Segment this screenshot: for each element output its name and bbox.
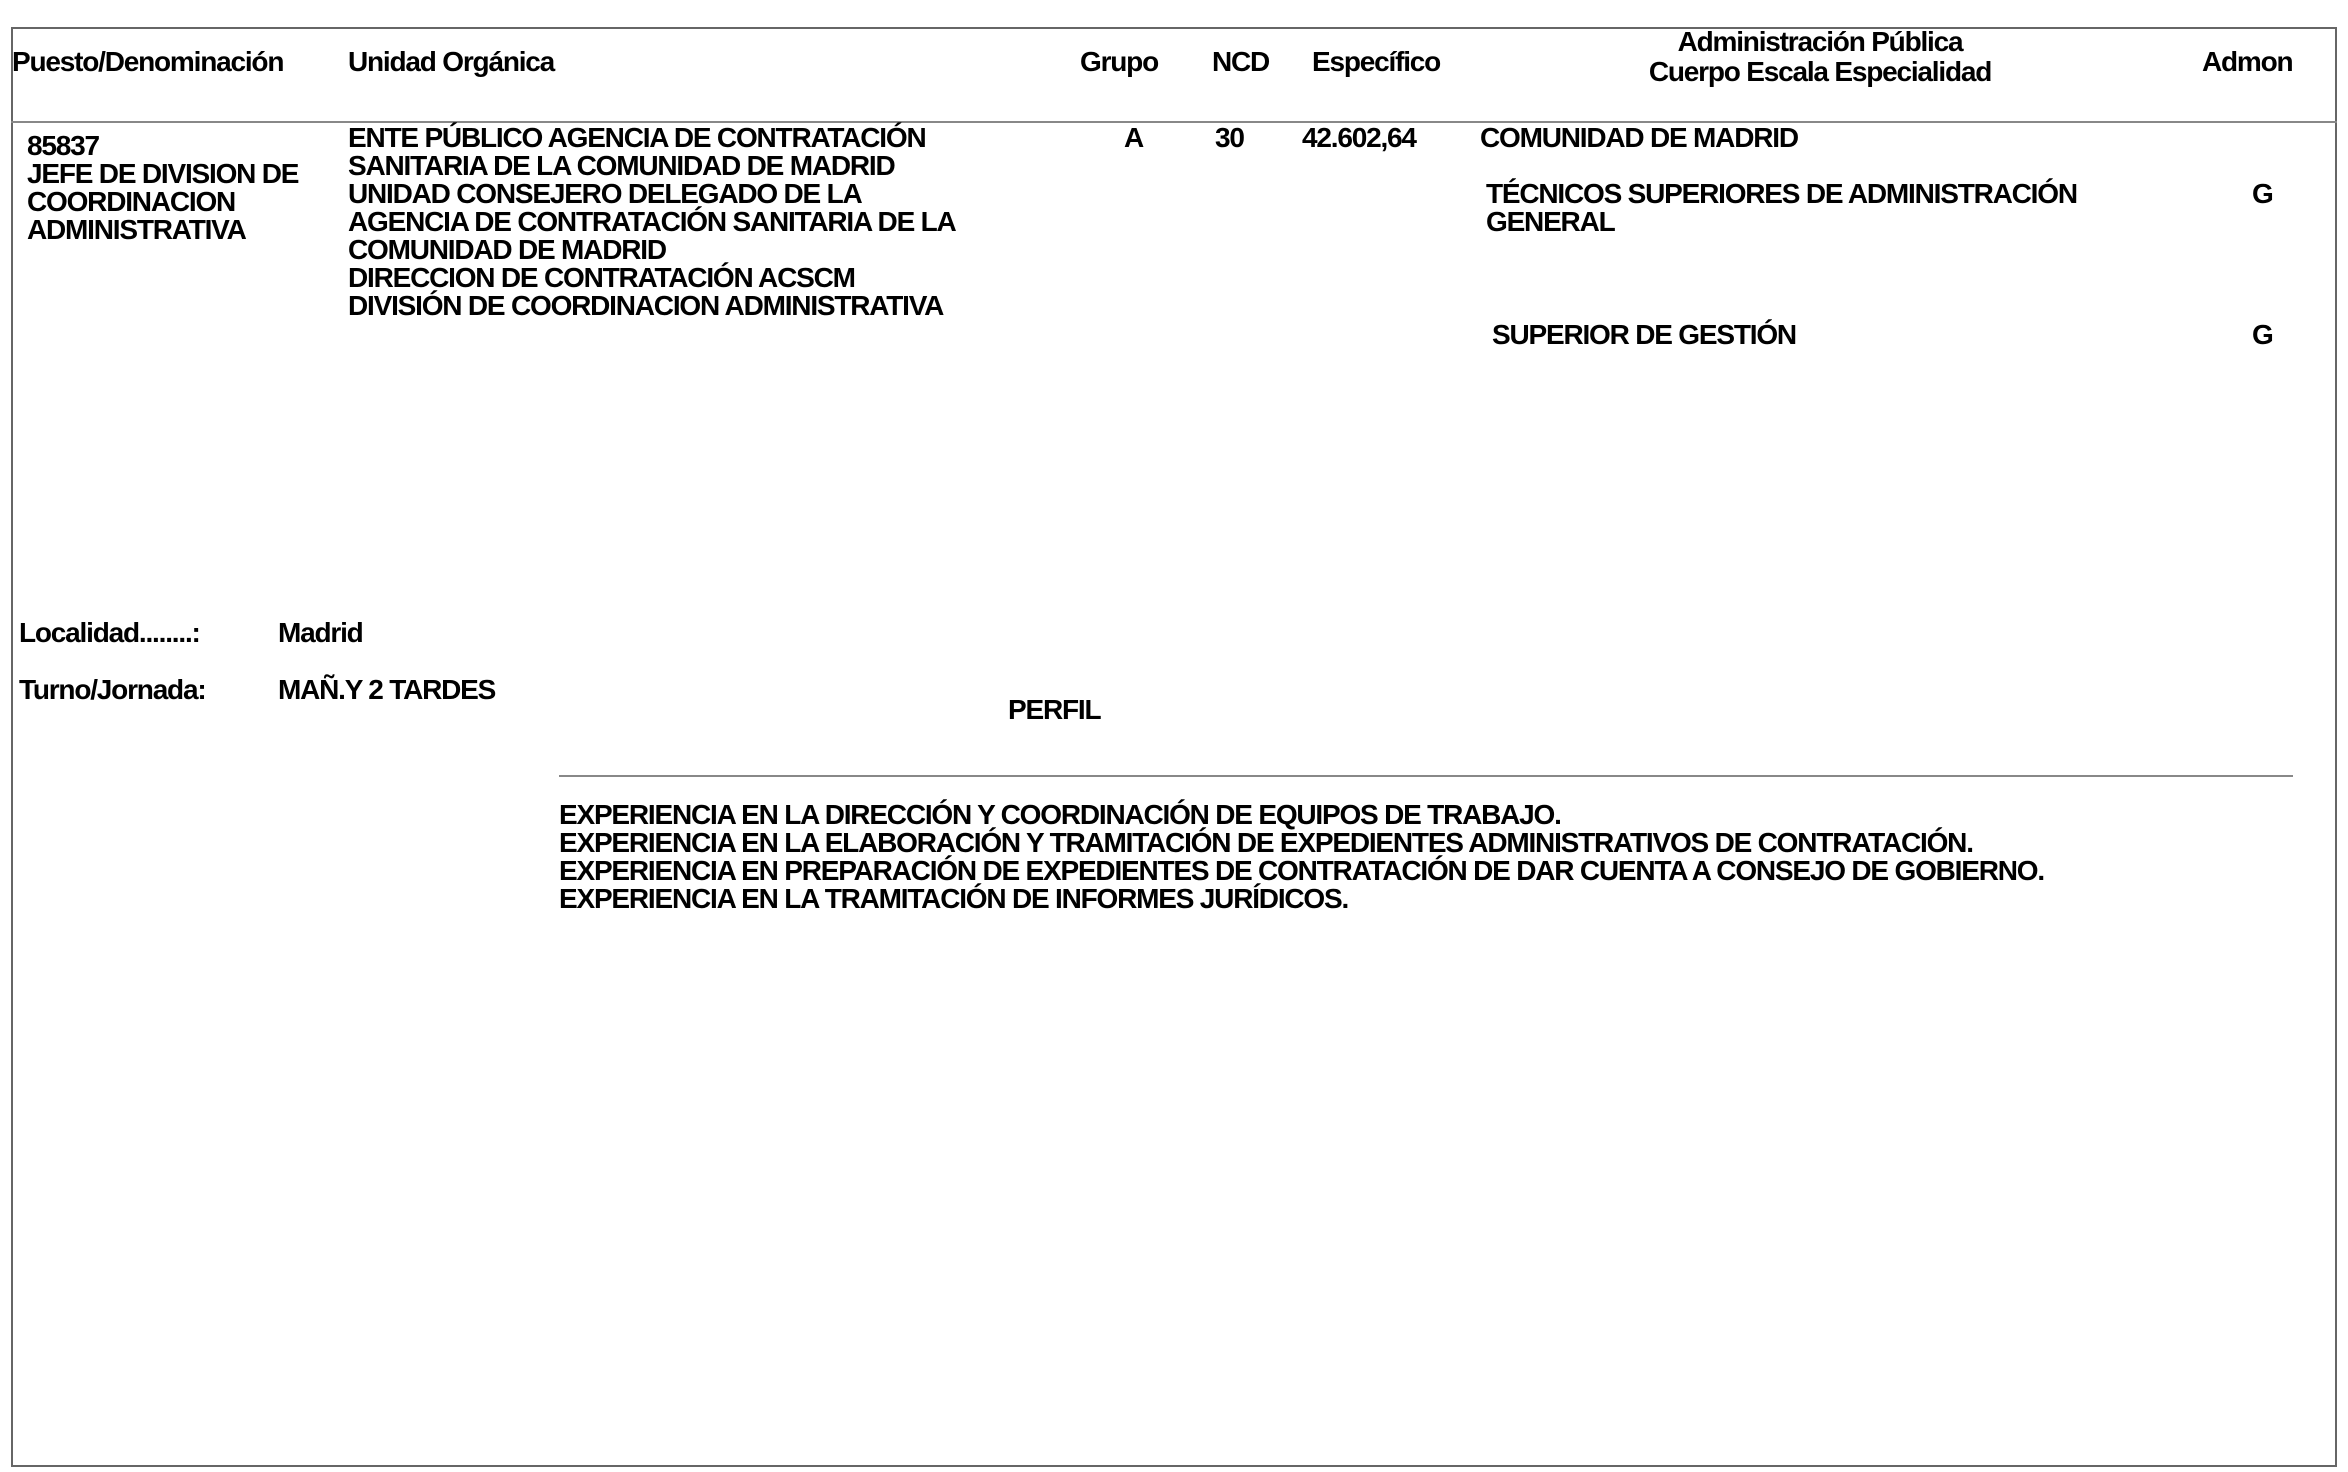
unidad-line: COMUNIDAD DE MADRID: [348, 234, 666, 265]
denominacion-line: ADMINISTRATIVA: [27, 214, 246, 245]
record-administracion: COMUNIDAD DE MADRID: [1480, 122, 1798, 153]
record-grupo: A: [1124, 122, 1144, 153]
record-denominacion: [27, 160, 298, 244]
record-cuerpo: [1486, 180, 2077, 236]
record-especifico: 42.602,64: [1302, 122, 1416, 153]
localidad-label: Localidad........:: [19, 617, 200, 648]
denominacion-line: JEFE DE DIVISION DE: [27, 158, 299, 189]
turno-label: Turno/Jornada:: [19, 674, 206, 705]
column-header-unidad: Unidad Orgánica: [348, 46, 555, 77]
perfil-line: EXPERIENCIA EN LA TRAMITACIÓN DE INFORMES JURÍDICOS.: [559, 883, 1349, 914]
perfil-title: PERFIL: [1008, 694, 1101, 725]
record-escala-admon: G: [2252, 319, 2273, 350]
unidad-line: DIRECCION DE CONTRATACIÓN ACSCM: [348, 262, 855, 293]
column-header-grupo: Grupo: [1080, 46, 1158, 77]
turno-value: MAÑ.Y 2 TARDES: [278, 674, 496, 705]
perfil-lines: [559, 801, 2044, 913]
perfil-line: EXPERIENCIA EN LA DIRECCIÓN Y COORDINACIÓN DE EQUIPOS DE TRABAJO.: [559, 799, 1561, 830]
unidad-line: UNIDAD CONSEJERO DELEGADO DE LA: [348, 178, 862, 209]
column-header-admon: Admon: [2202, 46, 2293, 77]
column-header-puesto: Puesto/Denominación: [12, 46, 284, 77]
unidad-line: SANITARIA DE LA COMUNIDAD DE MADRID: [348, 150, 895, 181]
perfil-divider: [559, 775, 2293, 777]
column-header-especifico: Específico: [1312, 46, 1441, 77]
record-cuerpo-admon: G: [2252, 178, 2273, 209]
denominacion-line: COORDINACION: [27, 186, 236, 217]
cuerpo-line: TÉCNICOS SUPERIORES DE ADMINISTRACIÓN: [1486, 178, 2077, 209]
column-header-ncd: NCD: [1212, 46, 1270, 77]
column-header-administracion: [1590, 27, 2050, 87]
record-id: 85837: [27, 130, 99, 161]
administracion-header-line2: Cuerpo Escala Especialidad: [1648, 56, 1992, 87]
record-ncd: 30: [1215, 122, 1244, 153]
perfil-line: EXPERIENCIA EN PREPARACIÓN DE EXPEDIENTES DE CONTRATACIÓN DE DAR CUENTA A CONSEJO DE GOBIERNO.: [559, 855, 2044, 886]
localidad-value: Madrid: [278, 617, 363, 648]
record-escala: SUPERIOR DE GESTIÓN: [1492, 319, 1796, 350]
unidad-line: ENTE PÚBLICO AGENCIA DE CONTRATACIÓN: [348, 122, 926, 153]
record-unidad: [348, 124, 956, 320]
cuerpo-line: GENERAL: [1486, 206, 1615, 237]
administracion-header-line1: Administración Pública: [1677, 26, 1963, 57]
unidad-line: DIVISIÓN DE COORDINACION ADMINISTRATIVA: [348, 290, 944, 321]
perfil-line: EXPERIENCIA EN LA ELABORACIÓN Y TRAMITACIÓN DE EXPEDIENTES ADMINISTRATIVOS DE CONTRATACIÓN.: [559, 827, 1973, 858]
unidad-line: AGENCIA DE CONTRATACIÓN SANITARIA DE LA: [348, 206, 956, 237]
